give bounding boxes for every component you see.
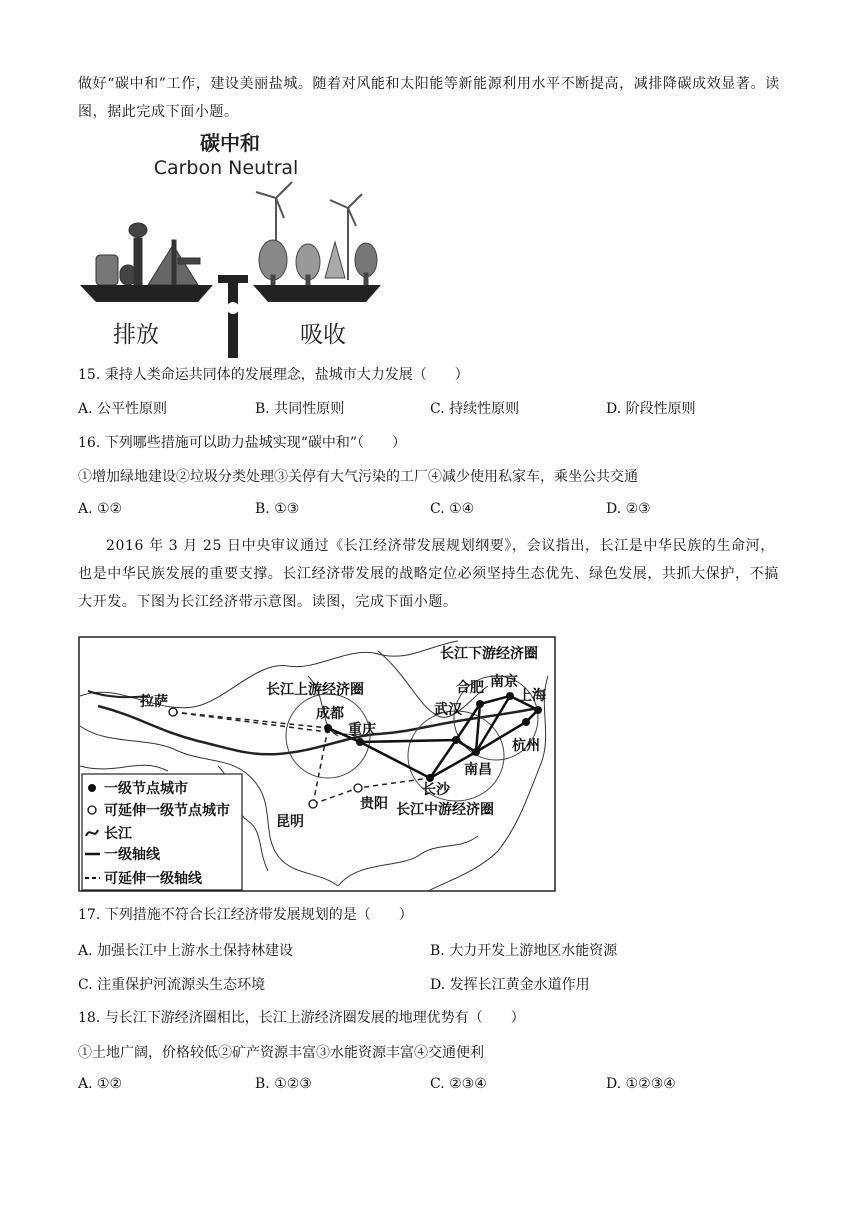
q16-option-a[interactable]: A. ①② [78, 501, 123, 517]
question-17-stem: 17. 下列措施不符合长江经济带发展规划的是（ ） [78, 907, 413, 923]
figure-title-en: Carbon Neutral [153, 157, 299, 179]
question-15-stem: 15. 秉持人类命运共同体的发展理念，盐城市大力发展（ ） [78, 367, 469, 383]
q18-option-b[interactable]: B. ①②③ [255, 1076, 312, 1092]
q16-option-d[interactable]: D. ②③ [606, 501, 651, 517]
city-label-hefei: 合肥 [456, 680, 484, 696]
city-label-lhasa: 拉萨 [140, 694, 168, 710]
q18-option-d[interactable]: D. ①②③④ [606, 1076, 676, 1092]
legend-extendable-city: 可延伸一级节点城市 [104, 803, 230, 819]
q17-option-b[interactable]: B. 大力开发上游地区水能资源 [430, 943, 618, 959]
legend-yangtze: 长江 [104, 826, 132, 842]
map-legend [82, 774, 242, 890]
figure-title-cn: 碳中和 [200, 131, 260, 155]
yangtze-paragraph: 2016 年 3 月 25 日中央审议通过《长江经济带发展规划纲要》，会议指出，长江是中华民族的生命河，也是中华民族发展的重要支撑。长江经济带发展的战略定位必须坚持生态优先、绿色发展，共抓大保护，不搞大开发。下图为长江经济带示意图。读图，完成下面小题。 [78, 538, 779, 610]
region-label-downstream: 长江下游经济圈 [440, 646, 538, 662]
q18-option-c[interactable]: C. ②③④ [430, 1076, 487, 1092]
question-16-items: ①增加绿地建设②垃圾分类处理③关停有大气污染的工厂④减少使用私家车，乘坐公共交通 [78, 469, 638, 485]
city-label-guiyang: 贵阳 [360, 796, 388, 812]
q16-option-c[interactable]: C. ①④ [430, 501, 475, 517]
city-label-shanghai: 上海 [518, 688, 546, 704]
yangtze-economic-belt-map [78, 636, 556, 892]
legend-primary-city: 一级节点城市 [104, 781, 188, 797]
factory-oil-icon [96, 223, 200, 285]
emission-label: 排放 [113, 322, 159, 348]
q15-option-d[interactable]: D. 阶段性原则 [606, 401, 696, 417]
city-label-nanchang: 南昌 [464, 762, 492, 778]
q16-option-b[interactable]: B. ①③ [255, 501, 300, 517]
region-label-upstream: 长江上游经济圈 [266, 682, 364, 698]
region-label-midstream: 长江中游经济圈 [396, 802, 494, 818]
legend-primary-axis: 一级轴线 [104, 847, 160, 863]
absorption-label: 吸收 [300, 322, 346, 348]
q17-option-d[interactable]: D. 发挥长江黄金水道作用 [430, 977, 590, 993]
carbon-neutral-figure [78, 130, 383, 360]
city-label-chongqing: 重庆 [348, 722, 376, 738]
city-label-changsha: 长沙 [422, 782, 450, 798]
legend-extendable-axis: 可延伸一级轴线 [104, 871, 202, 887]
city-label-nanjing: 南京 [490, 674, 518, 690]
q17-option-a[interactable]: A. 加强长江中上游水土保持林建设 [78, 943, 294, 959]
q17-option-c[interactable]: C. 注重保护河流源头生态环境 [78, 977, 266, 993]
city-label-chengdu: 成都 [316, 706, 344, 722]
question-16-stem: 16. 下列哪些措施可以助力盐城实现“碳中和”（ ） [78, 435, 407, 451]
city-label-hangzhou: 杭州 [512, 738, 540, 754]
city-label-kunming: 昆明 [276, 814, 304, 830]
intro-paragraph: 做好“碳中和”工作，建设美丽盐城。随着对风能和太阳能等新能源利用水平不断提高，减排降碳成效显著。读图，据此完成下面小题。 [78, 76, 780, 120]
q18-option-a[interactable]: A. ①② [78, 1076, 123, 1092]
q15-option-a[interactable]: A. 公平性原则 [78, 401, 168, 417]
question-18-items: ①土地广阔，价格较低②矿产资源丰富③水能资源丰富④交通便利 [78, 1045, 484, 1061]
q15-option-c[interactable]: C. 持续性原则 [430, 401, 520, 417]
city-label-wuhan: 武汉 [434, 702, 462, 718]
q15-option-b[interactable]: B. 共同性原则 [255, 401, 345, 417]
question-18-stem: 18. 与长江下游经济圈相比，长江上游经济圈发展的地理优势有（ ） [78, 1010, 525, 1026]
